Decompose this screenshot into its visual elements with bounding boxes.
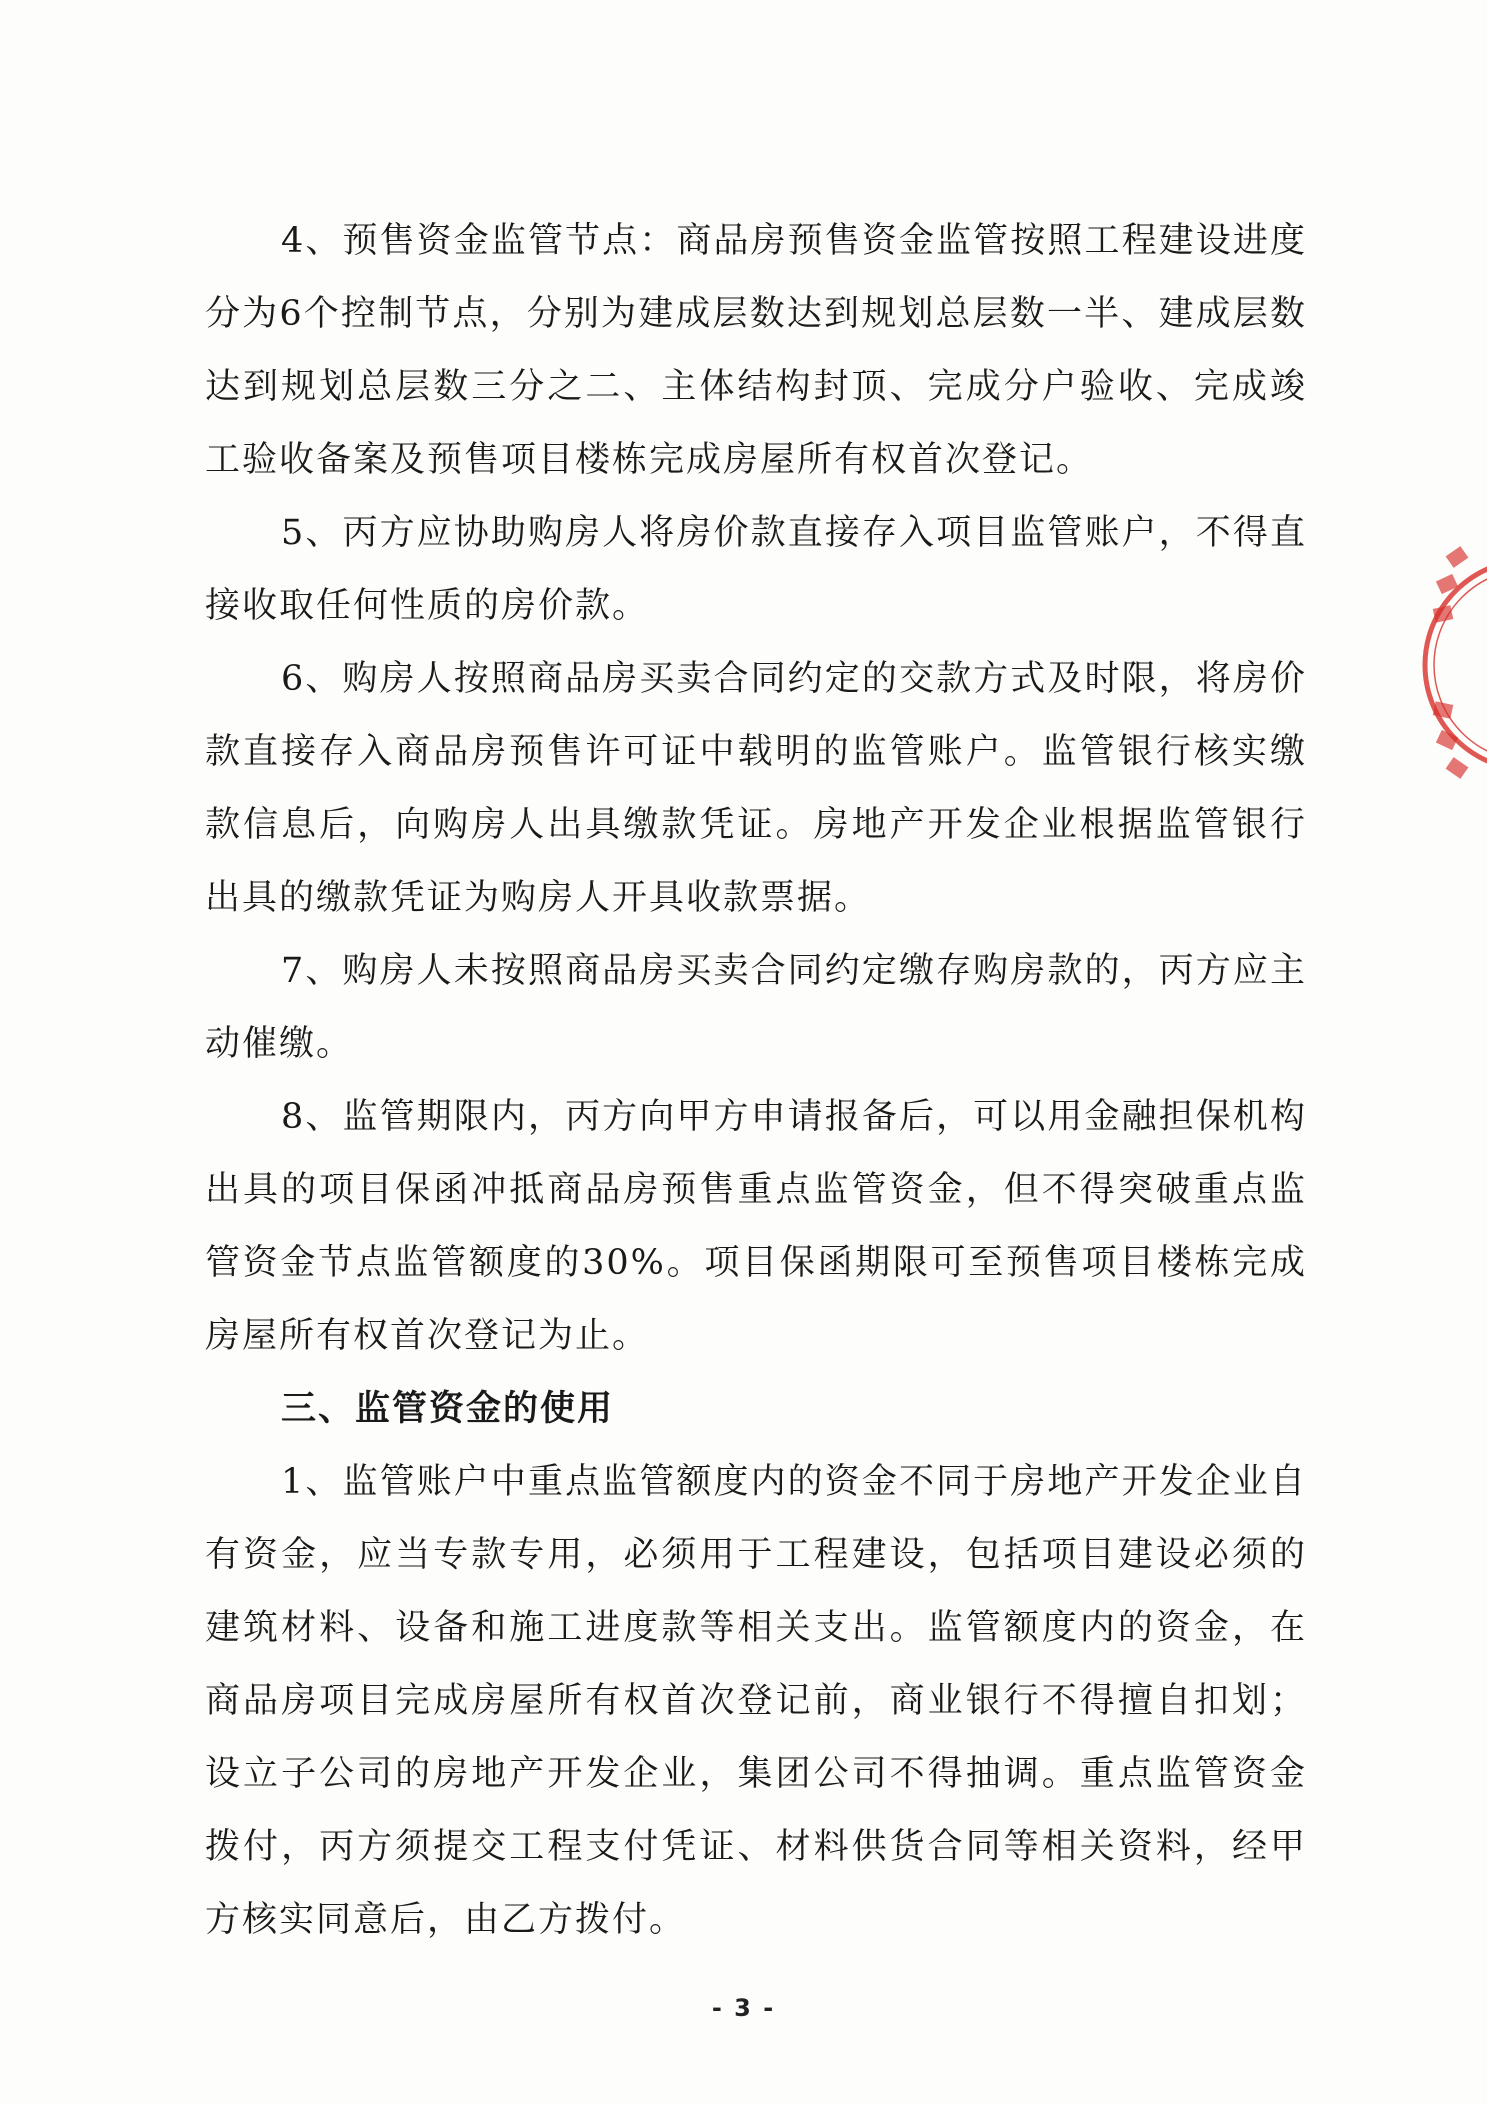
paragraph-5: 5、丙方应协助购房人将房价款直接存入项目监管账户，不得直接收取任何性质的房价款。 xyxy=(205,513,1307,626)
page-number: - 3 - xyxy=(711,1994,776,2022)
paragraph-6: 6、购房人按照商品房买卖合同约定的交款方式及时限，将房价款直接存入商品房预售许可证中载明的监管账户。监管银行核实缴款信息后，向购房人出具缴款凭证。房地产开发企业根据监管银行出具的缴款凭证为购房人开具收款票据。 xyxy=(205,659,1307,918)
section-paragraph-1: 1、监管账户中重点监管额度内的资金不同于房地产开发企业自有资金，应当专款专用，必须用于工程建设，包括项目建设必须的建筑材料、设备和施工进度款等相关支出。监管额度内的资金，在商品房项目完成房屋所有权首次登记前，商业银行不得擅自扣划；设立子公司的房地产开发企业，集团公司不得抽调。重点监管资金拨付，丙方须提交工程支付凭证、材料供货合同等相关资料，经甲方核实同意后，由乙方拨付。 xyxy=(205,1462,1307,1940)
section-heading: 三、监管资金的使用 xyxy=(281,1389,615,1429)
document-body xyxy=(205,205,1307,1957)
official-seal-stamp xyxy=(1410,515,1487,815)
paragraph-8: 8、监管期限内，丙方向甲方申请报备后，可以用金融担保机构出具的项目保函冲抵商品房预售重点监管资金，但不得突破重点监管资金节点监管额度的30%。项目保函期限可至预售项目楼栋完成房屋所有权首次登记为止。 xyxy=(205,1097,1307,1356)
paragraph-7: 7、购房人未按照商品房买卖合同约定缴存购房款的，丙方应主动催缴。 xyxy=(205,951,1307,1064)
paragraph-4: 4、预售资金监管节点：商品房预售资金监管按照工程建设进度分为6个控制节点，分别为建成层数达到规划总层数一半、建成层数达到规划总层数三分之二、主体结构封顶、完成分户验收、完成竣工验收备案及预售项目楼栋完成房屋所有权首次登记。 xyxy=(205,221,1307,480)
